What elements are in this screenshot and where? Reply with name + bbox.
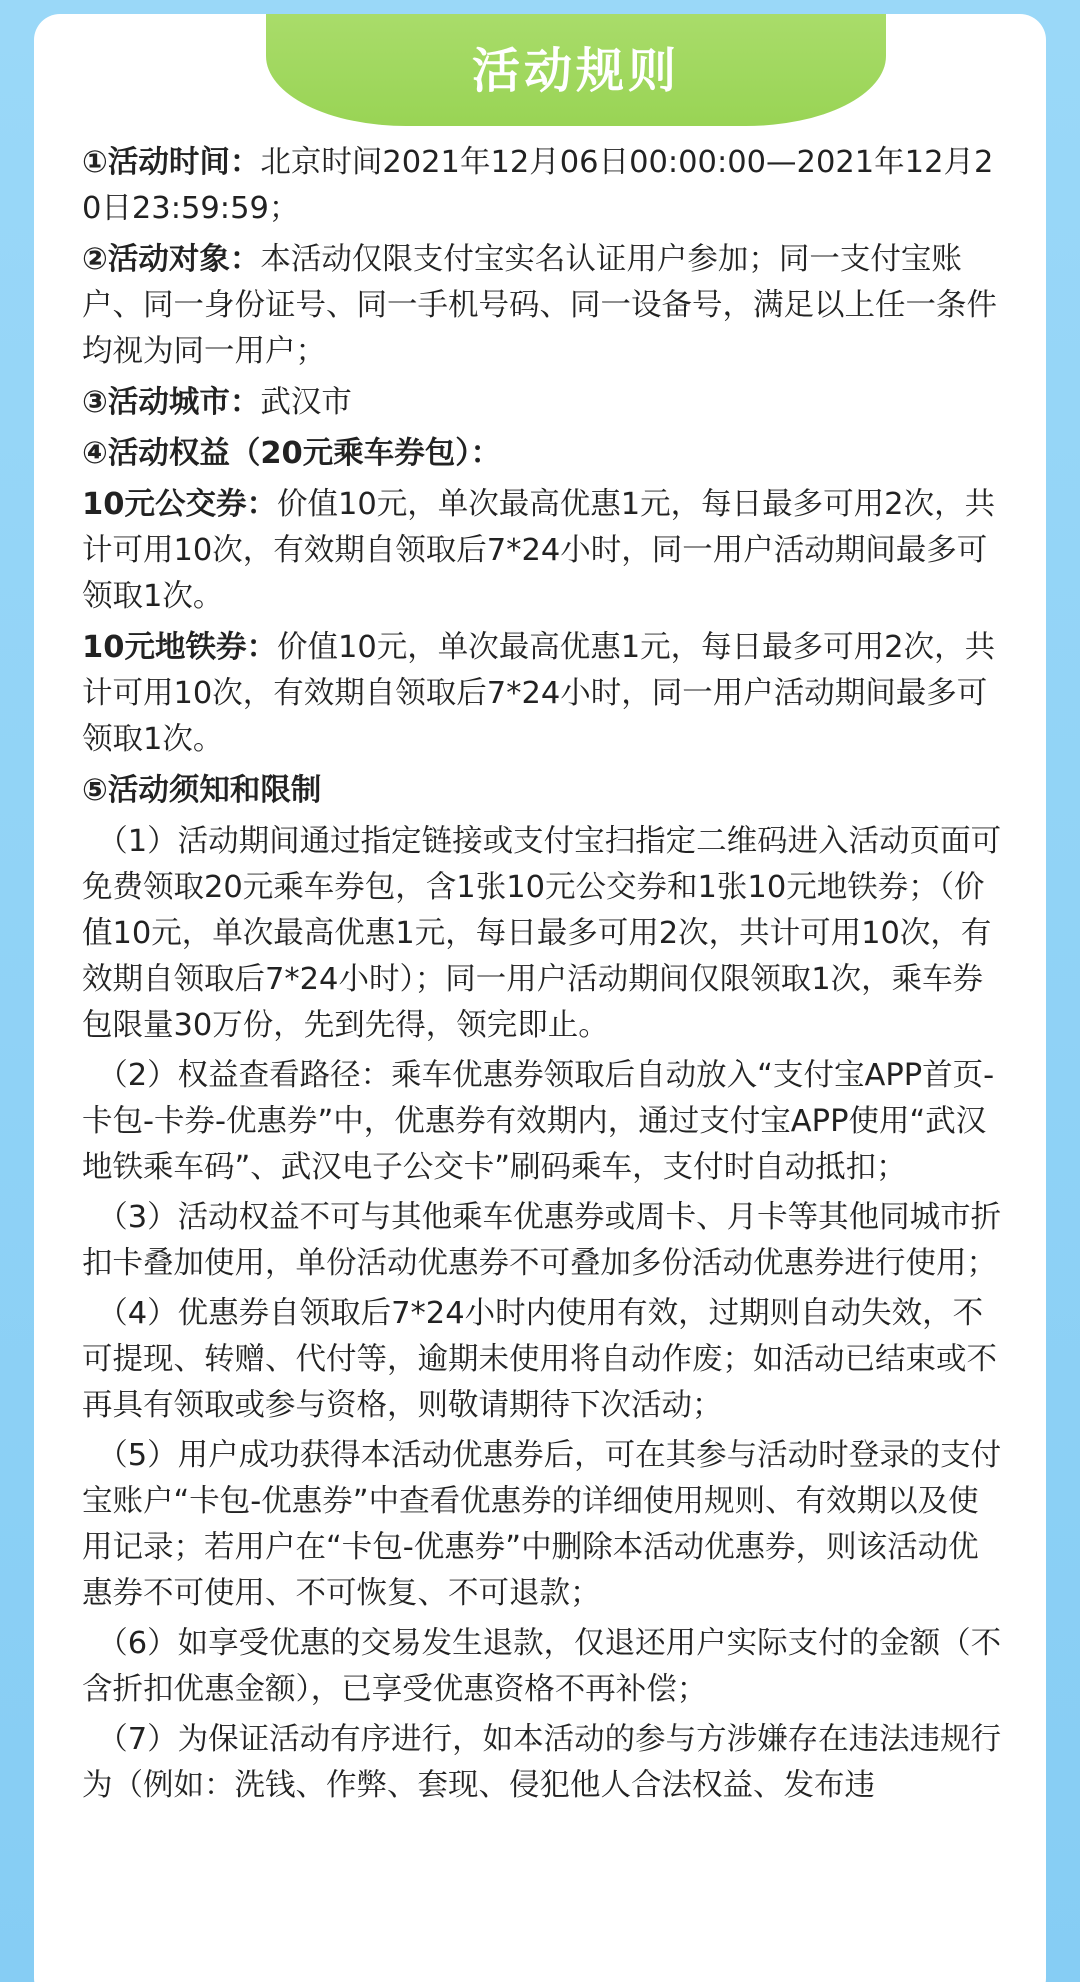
title-banner (266, 14, 886, 126)
rule-notice-heading (82, 768, 1006, 814)
rule-text: 武汉市 (260, 385, 352, 420)
rule-notice-item: （2）权益查看路径：乘车优惠券领取后自动放入“支付宝APP首页-卡包-卡券-优惠券”中，优惠券有效期内，通过支付宝APP使用“武汉地铁乘车码”、武汉电子公交卡”刷码乘车，支付时自动抵扣； (82, 1058, 995, 1185)
rule-notice-item: （5）用户成功获得本活动优惠券后，可在其参与活动时登录的支付宝账户“卡包-优惠券”中查看优惠券的详细使用规则、有效期以及使用记录；若用户在“卡包-优惠券”中删除本活动优惠券，则该活动优惠券不可使用、不可恢复、不可退款； (82, 1438, 1002, 1611)
rule-bus-coupon (82, 482, 1006, 620)
rule-activity-target (82, 237, 1006, 375)
rule-activity-time (82, 140, 1006, 232)
rule-label: 10元公交券： (82, 487, 277, 522)
rule-notice-item: （3）活动权益不可与其他乘车优惠券或周卡、月卡等其他同城市折扣卡叠加使用，单份活动优惠券不可叠加多份活动优惠券进行使用； (82, 1200, 1002, 1281)
rule-metro-coupon (82, 625, 1006, 763)
rule-text: 本活动仅限支付宝实名认证用户参加；同一支付宝账户、同一身份证号、同一手机号码、同一设备号，满足以上任一条件均视为同一用户； (82, 242, 997, 369)
rule-text: 价值10元，单次最高优惠1元，每日最多可用2次，共计可用10次，有效期自领取后7*24小时，同一用户活动期间最多可领取1次。 (82, 487, 996, 614)
rule-notice-item: （4）优惠券自领取后7*24小时内使用有效，过期则自动失效，不可提现、转赠、代付等，逾期未使用将自动作废；如活动已结束或不再具有领取或参与资格，则敬请期待下次活动； (82, 1296, 997, 1423)
rule-label: ②活动对象： (82, 242, 261, 277)
rule-label: ①活动时间： (82, 145, 261, 180)
rule-notice-item: （6）如享受优惠的交易发生退款，仅退还用户实际支付的金额（不含折扣优惠金额），已享受优惠资格不再补偿； (82, 1626, 1002, 1707)
rule-label: ③活动城市： (82, 385, 261, 420)
rule-label: 10元地铁券： (82, 630, 277, 665)
rule-text: 价值10元，单次最高优惠1元，每日最多可用2次，共计可用10次，有效期自领取后7*24小时，同一用户活动期间最多可领取1次。 (82, 630, 996, 757)
rule-text: 北京时间2021年12月06日00:00:00—2021年12月20日23:59:59； (82, 145, 994, 226)
rule-label: ④活动权益（20元乘车券包）： (82, 436, 502, 471)
rule-label: ⑤活动须知和限制 (82, 773, 322, 808)
rule-notice-item: （7）为保证活动有序进行，如本活动的参与方涉嫌存在违法违规行为（例如：洗钱、作弊、套现、侵犯他人合法权益、发布违 (82, 1722, 1002, 1803)
rule-activity-benefits (82, 431, 1006, 477)
rule-activity-city (82, 380, 1006, 426)
page-title: 活动规则 (471, 42, 680, 99)
rules-content (82, 140, 1006, 1813)
rule-notice-item: （1）活动期间通过指定链接或支付宝扫指定二维码进入活动页面可免费领取20元乘车券包，含1张10元公交券和1张10元地铁券；（价值10元，单次最高优惠1元，每日最多可用2次，共计可用10次，有效期自领取后7*24小时）；同一用户活动期间仅限领取1次，乘车券包限量30万份，先到先得，领完即止。 (82, 824, 1002, 1043)
